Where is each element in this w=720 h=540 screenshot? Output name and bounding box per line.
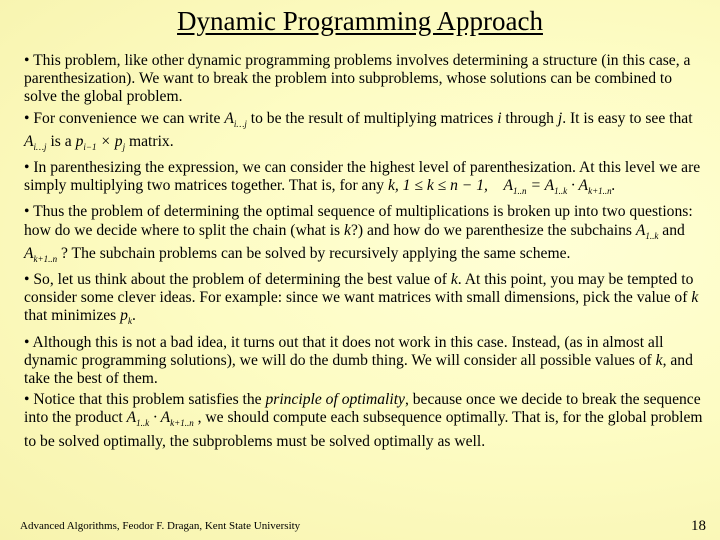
bullet-5: • So, let us think about the problem of determining the best value of k. At this point, you may be tempted to consider some clever ideas. For example: since we want matrices with small dimensions, pick the value of k that minimizes $p_k$. [24, 271, 699, 327]
k-condition: k, 1 ≤ k ≤ n − 1, [387, 177, 488, 195]
matrix-A-ij: $A_{i\dots j}$ [224, 109, 247, 129]
subchain-A-1k: $A_{1..k}$ [635, 221, 659, 241]
bullet-6: • Although this is not a bad idea, it turns out that it does not work in this case. Instead, (as in almost all dynamic programming solutions), we will do the dumb thing. We will consider all possible values of k, and take the best of them. [24, 333, 693, 388]
slide-title: Dynamic Programming Approach [177, 6, 543, 36]
slide-body [24, 52, 704, 453]
subchain-A-k1n: $A_{k+1..n}$ [24, 244, 58, 264]
dimension-expr: $p_{i-1} \times p_j$ [75, 132, 126, 152]
p-k: $p_k$ [120, 307, 132, 327]
split-equation: $A_{1..n} = A_{1..k} \cdot A_{k+1..n}$. [503, 177, 616, 197]
bullet-4: • Thus the problem of determining the optimal sequence of multiplications is broken up into two questions: how do we decide where to split the chain (what is k?) and how do we parenthesize the subchains $A_{1..k}$ and $A_{k+1..n}$ ? The subchain problems can be solved by recursively applying the same scheme. [24, 203, 693, 264]
bullet-1: • This problem, like other dynamic programming problems involves determining a structure (in this case, a parenthesization). We want to break the problem into subproblems, whose solutions can be combined to solve the global problem. [24, 52, 691, 106]
bullet-3: • In parenthesizing the expression, we can consider the highest level of parenthesization. At this level we are simply multiplying two matrices together. That is, for any k, 1 ≤ k ≤ n − 1, $A_{1..n} = A_{1..k} \cdot A_{k+1..n}$. [24, 159, 701, 197]
bullet-7: • Notice that this problem satisfies the principle of optimality, because once we decide to break the sequence into the product $A_{1..k} \cdot A_{k+1..n}$ , we should compute each subsequence optimally. That is, for the global problem to be solved optimally, the subproblems must be solved optimally as well. [24, 391, 703, 450]
bullet-2: • For convenience we can write $A_{i\dots j}$ to be the result of multiplying matrices i through j. It is easy to see that $A_{i\dots j}$ is a $p_{i-1} \times p_j$ matrix. [24, 109, 693, 152]
page-number: 18 [691, 518, 706, 534]
matrix-A-ij-2: $A_{i\dots j}$ [24, 132, 47, 152]
principle-of-optimality: principle of optimality [265, 391, 405, 409]
footer-credit: Advanced Algorithms, Feodor F. Dragan, Kent State University [20, 520, 301, 532]
product-expr: $A_{1..k} \cdot A_{k+1..n}$ [126, 409, 194, 429]
bullet-2-text: • For convenience we can write [24, 109, 225, 127]
